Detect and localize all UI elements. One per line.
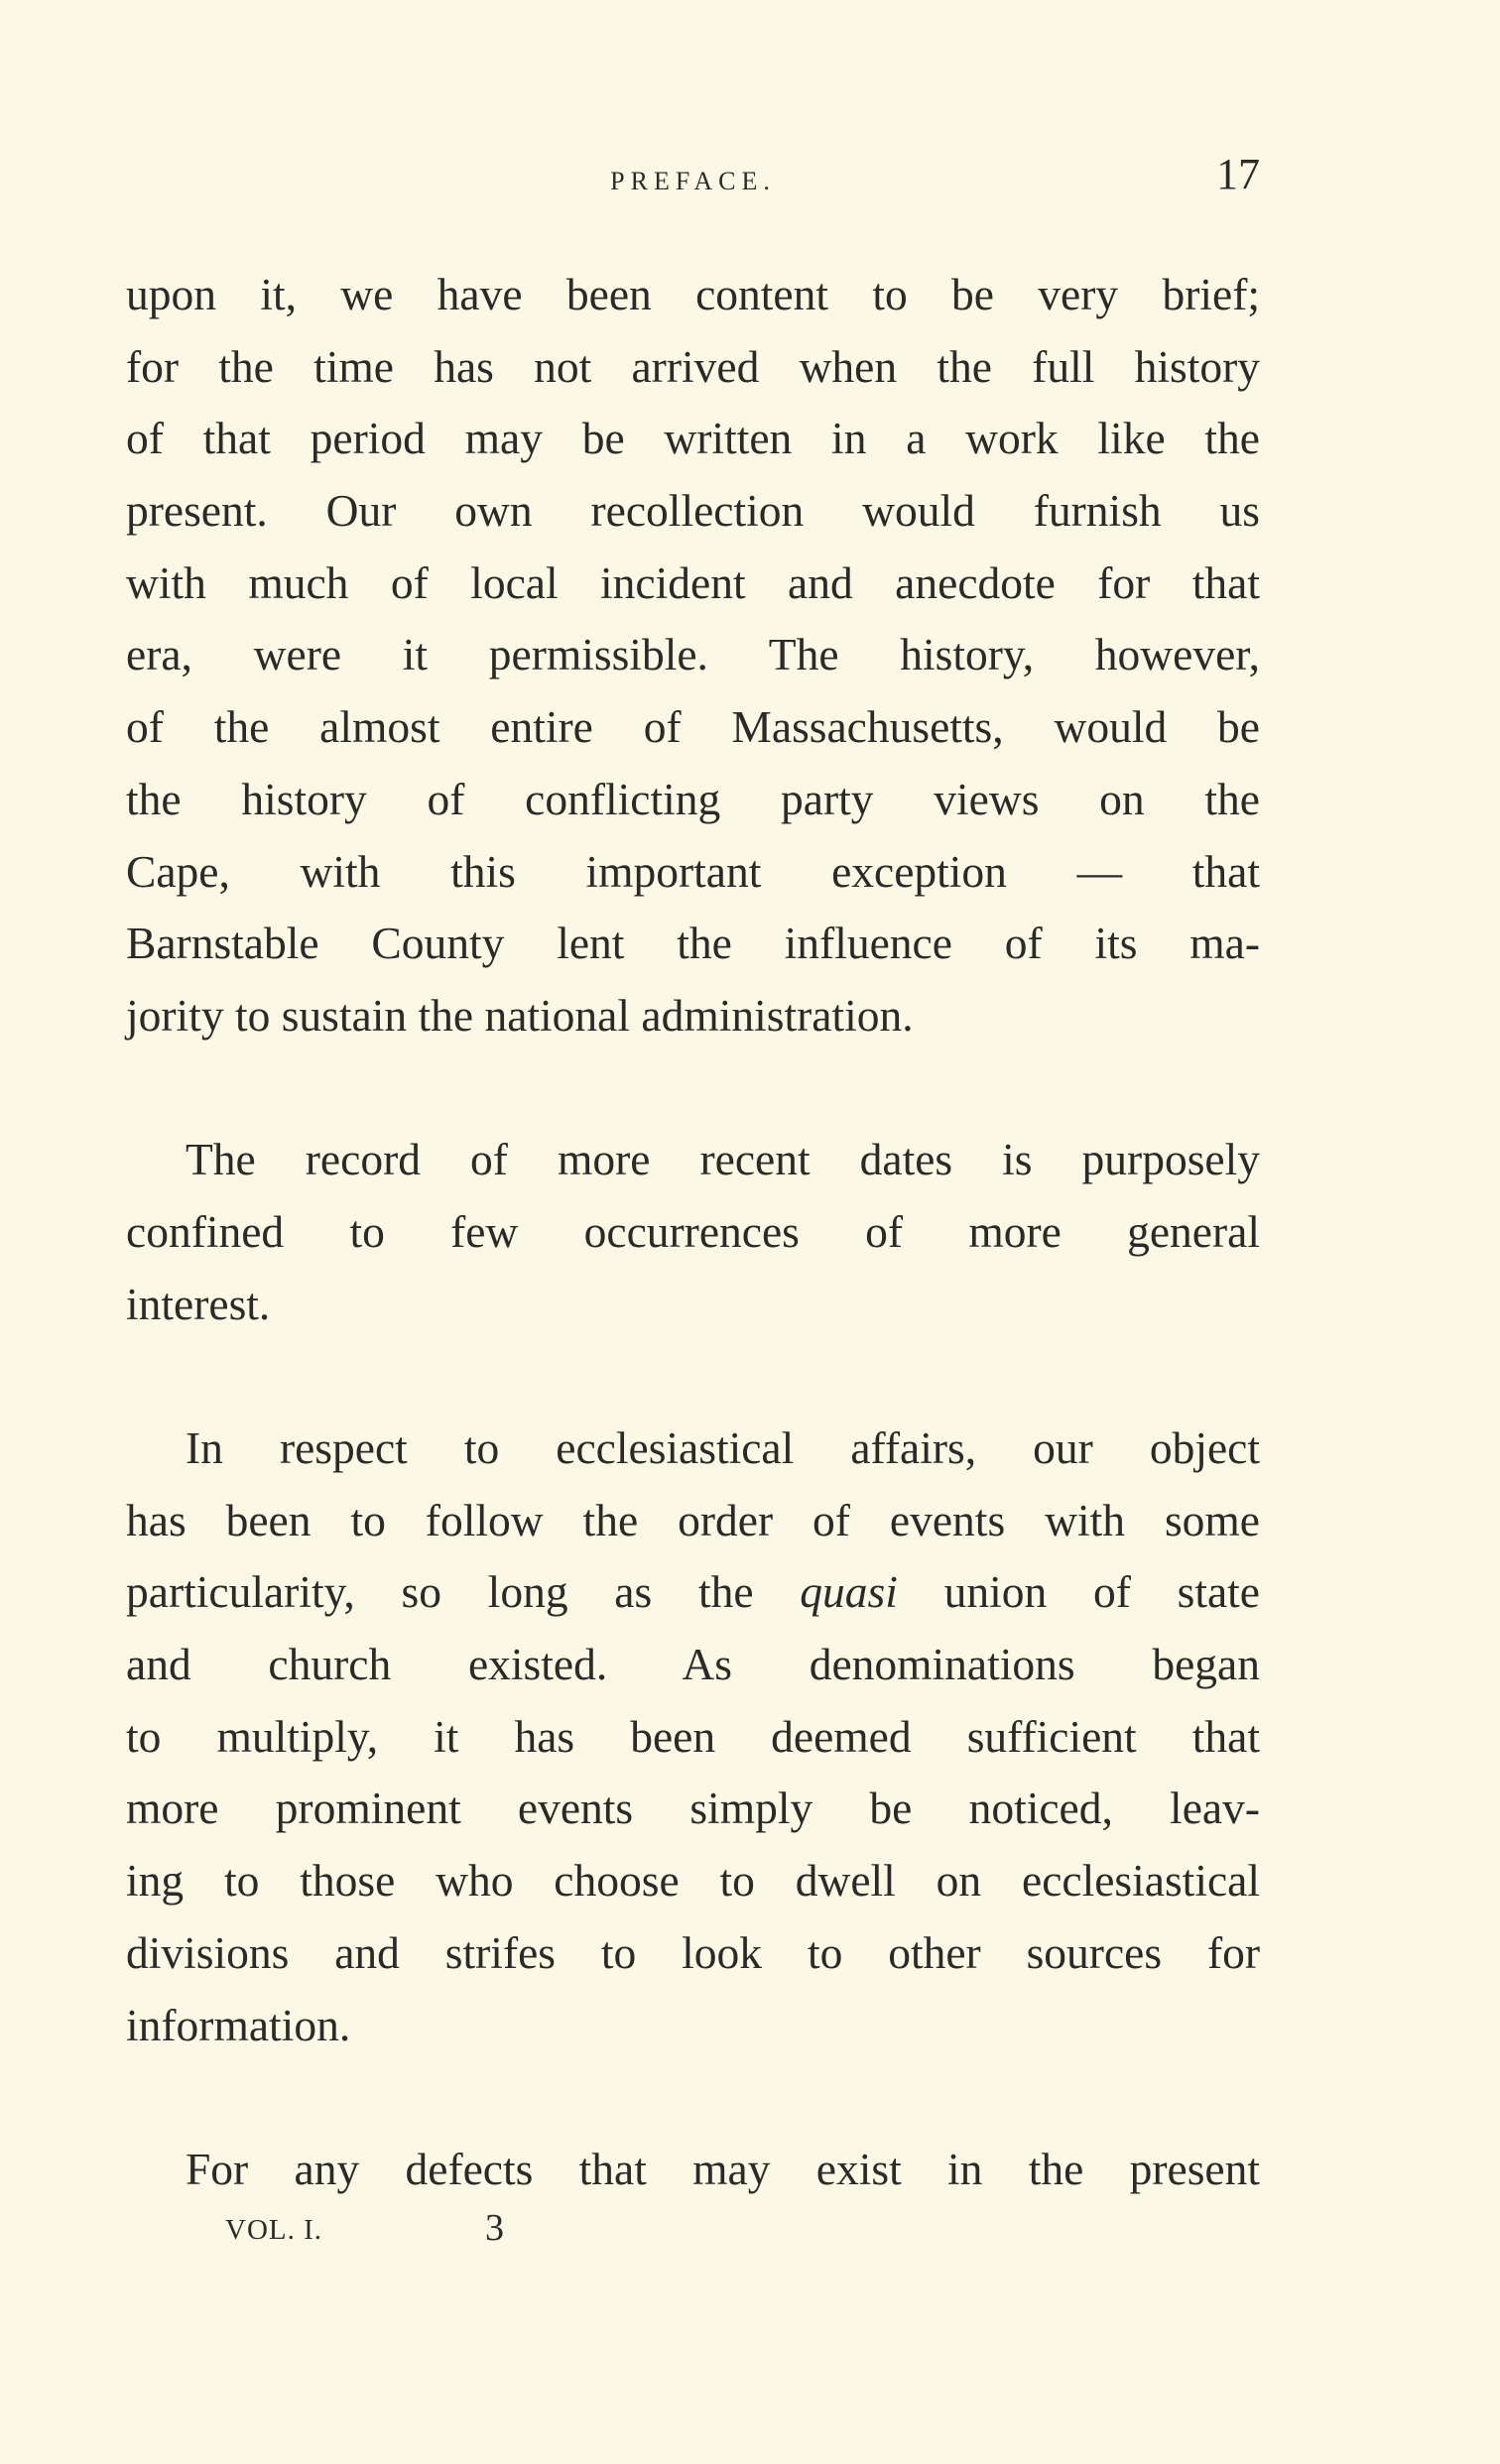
text-line: present. Our own recollection would furnish us xyxy=(126,485,1260,537)
text-line: information. xyxy=(126,1999,351,2050)
text-line: jority to sustain the national administration. xyxy=(126,989,914,1041)
italic-term: quasi xyxy=(800,1566,898,1618)
page-footer xyxy=(225,2204,622,2254)
text-line: to multiply, it has been deemed sufficient that xyxy=(126,1710,1260,1762)
text-line: Barnstable County lent the influence of its ma- xyxy=(126,918,1260,969)
text-line: interest. xyxy=(126,1278,271,1329)
text-segment: union of state xyxy=(943,1566,1260,1618)
volume-mark: VOL. I. xyxy=(225,2214,323,2246)
text-line: In respect to ecclesiastical affairs, our object xyxy=(186,1422,1260,1473)
text-segment: particularity, so long as the xyxy=(126,1566,754,1618)
text-line: for the time has not arrived when the full history xyxy=(126,340,1260,392)
text-line: more prominent events simply be noticed, leav- xyxy=(126,1783,1260,1834)
paragraph-2 xyxy=(126,1124,1260,1340)
signature-mark: 3 xyxy=(485,2207,504,2249)
text-line: ing to those who choose to dwell on ecclesiastical xyxy=(126,1855,1260,1907)
text-line: of the almost entire of Massachusetts, would be xyxy=(126,701,1260,753)
body-text xyxy=(126,259,1260,2206)
paragraph-gap xyxy=(126,2061,1260,2134)
paragraph-gap xyxy=(126,1340,1260,1413)
text-line-with-italic xyxy=(126,1556,1260,1629)
paragraph-4 xyxy=(126,2134,1260,2206)
running-title: PREFACE. xyxy=(610,167,776,195)
text-line: The record of more recent dates is purposely xyxy=(186,1134,1260,1185)
text-line: with much of local incident and anecdote for that xyxy=(126,556,1260,608)
text-line: has been to follow the order of events with some xyxy=(126,1494,1260,1545)
text-line: the history of conflicting party views on the xyxy=(126,773,1260,824)
text-line: divisions and strifes to look to other sources for xyxy=(126,1926,1260,1978)
text-line: of that period may be written in a work like the xyxy=(126,413,1260,464)
text-line: and church existed. As denominations began xyxy=(126,1639,1260,1690)
text-line: confined to few occurrences of more general xyxy=(126,1205,1260,1257)
paragraph-gap xyxy=(126,1052,1260,1125)
text-line: era, were it permissible. The history, however, xyxy=(126,629,1260,680)
text-line: For any defects that may exist in the present xyxy=(186,2143,1260,2194)
page-number: 17 xyxy=(1216,150,1260,198)
paragraph-1 xyxy=(126,259,1260,1052)
text-line: Cape, with this important exception — that xyxy=(126,845,1260,897)
running-head xyxy=(126,149,1260,208)
paragraph-3 xyxy=(126,1413,1260,2061)
text-line: upon it, we have been content to be very brief; xyxy=(126,269,1260,319)
